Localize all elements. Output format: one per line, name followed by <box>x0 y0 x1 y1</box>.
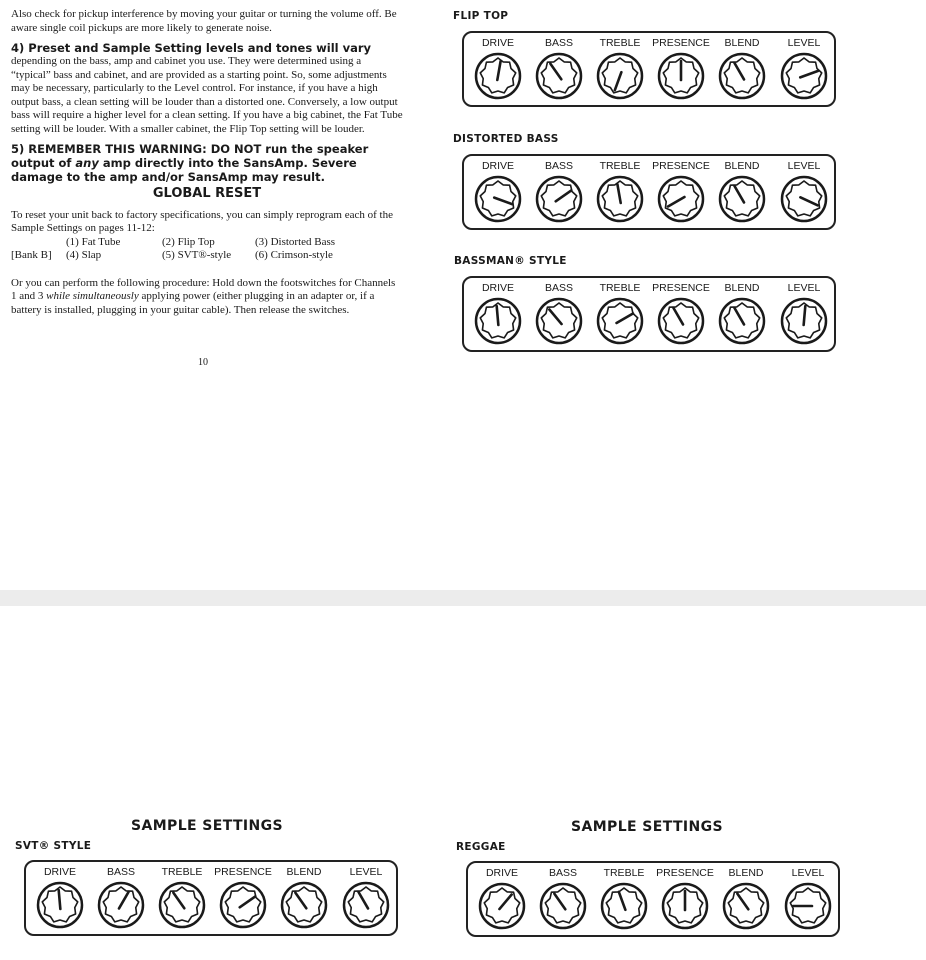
knob-panel-bassman-style <box>462 276 836 352</box>
preset-label-svt-style: SVT® STYLE <box>15 840 92 852</box>
knob-labels <box>464 37 834 51</box>
knob-panel-flip-top <box>462 31 836 107</box>
procedure-emphasis: while simultaneously <box>46 290 139 302</box>
knob-panel-svt-style <box>24 860 398 936</box>
knob-labels <box>26 866 396 880</box>
knob-level <box>782 177 826 221</box>
knob-label-drive: DRIVE <box>43 866 77 878</box>
reset-item: (3) Distorted Bass <box>255 235 336 248</box>
knob-labels <box>464 160 834 174</box>
knob-bass <box>537 54 581 98</box>
knob-label-presence: PRESENCE <box>652 282 710 294</box>
procedure-text-start: Or you can perform the following procedure: Hold down the footswitches for Channels 1 and 3 <box>11 276 396 302</box>
knob-label-level: LEVEL <box>787 160 821 172</box>
knob-label-treble: TREBLE <box>599 282 641 294</box>
knob-pointer <box>59 890 61 909</box>
reset-item: (5) SVT®-style <box>162 249 232 261</box>
knob-row <box>464 296 834 348</box>
sample-settings-title-right: SAMPLE SETTINGS <box>571 819 724 835</box>
knob-pointer <box>497 306 499 325</box>
knob-drive <box>38 883 82 927</box>
knob-bass <box>99 883 143 927</box>
text-column <box>11 8 403 317</box>
knob-treble <box>598 177 642 221</box>
knob-blend <box>724 884 768 928</box>
knob-label-blend: BLEND <box>724 160 760 172</box>
knob-treble <box>598 54 642 98</box>
knob-label-blend: BLEND <box>724 282 760 294</box>
reset-intro: To reset your unit back to factory specifications, you can simply reprogram each of the Sample Settings on pages 11-12: <box>11 208 393 234</box>
manual-page-11-12 <box>0 606 926 960</box>
knob-label-drive: DRIVE <box>481 37 515 49</box>
warning-text-start: 5) REMEMBER THIS WARNING: DO NOT run the speaker output of <box>11 142 369 170</box>
knob-blend <box>720 299 764 343</box>
knob-panel-distorted-bass <box>462 154 836 230</box>
knob-label-blend: BLEND <box>724 37 760 49</box>
preset-label-flip-top: FLIP TOP <box>453 10 509 22</box>
knob-blend <box>282 883 326 927</box>
knob-presence <box>659 177 703 221</box>
knob-bass <box>537 177 581 221</box>
knob-treble <box>602 884 646 928</box>
knob-bass <box>537 299 581 343</box>
reset-item: (4) Slap <box>66 249 102 261</box>
knob-label-bass: BASS <box>544 160 573 172</box>
knob-label-level: LEVEL <box>791 867 825 879</box>
knob-drive <box>476 54 520 98</box>
preset-label-bassman-style: BASSMAN® STYLE <box>454 255 567 267</box>
reset-item: (2) Flip Top <box>162 235 215 248</box>
point-4-body: depending on the bass, amp and cabinet you use. They were determined using a “typical” bass and cabinet, and are provided as a starting point. So, some adjustments may be necessary, particularly to the Level control. For instance, if you have a high output bass, a clean setting will be louder than a distorted one. Conversely, a low output bass will require a higher level for a clean setting. If you have a big cabinet, the Fat Tube setting will be louder. With a smaller cabinet, the Flip Top setting will be louder. <box>11 55 403 135</box>
knob-label-bass: BASS <box>544 282 573 294</box>
procedure-paragraph <box>11 277 403 318</box>
knob-label-level: LEVEL <box>349 866 383 878</box>
knob-blend <box>720 177 764 221</box>
knob-presence <box>663 884 707 928</box>
knob-labels <box>464 282 834 296</box>
reset-item: (6) Crimson-style <box>255 249 333 261</box>
knob-level <box>786 884 830 928</box>
reset-list-row-1 <box>11 236 403 250</box>
bank-label: [Bank B] <box>11 249 52 261</box>
knob-label-treble: TREBLE <box>599 37 641 49</box>
pickup-paragraph: Also check for pickup interference by moving your guitar or turning the volume off. Be aware single coil pickups are more likely to generate noise. <box>11 8 397 34</box>
knob-blend <box>720 54 764 98</box>
knob-label-presence: PRESENCE <box>214 866 272 878</box>
knob-label-presence: PRESENCE <box>656 867 714 879</box>
knob-bass <box>541 884 585 928</box>
knob-row <box>464 51 834 103</box>
page-number: 10 <box>198 357 208 368</box>
knob-row <box>26 880 396 932</box>
knob-presence <box>659 299 703 343</box>
knob-label-bass: BASS <box>548 867 577 879</box>
reset-list-row-2 <box>11 249 403 263</box>
knob-drive <box>476 299 520 343</box>
knob-label-bass: BASS <box>106 866 135 878</box>
knob-drive <box>480 884 524 928</box>
knob-row <box>468 881 838 933</box>
knob-label-drive: DRIVE <box>485 867 519 879</box>
knob-presence <box>221 883 265 927</box>
preset-label-distorted-bass: DISTORTED BASS <box>453 133 559 145</box>
knob-presence <box>659 54 703 98</box>
warning-emphasis: any <box>75 156 99 170</box>
knob-label-presence: PRESENCE <box>652 37 710 49</box>
global-reset-heading: GLOBAL RESET <box>152 186 262 201</box>
knob-row <box>464 174 834 226</box>
knob-level <box>344 883 388 927</box>
knob-level <box>782 54 826 98</box>
procedure-text-end: applying power (either plugging in an adapter or, if a battery is installed, plugging in your guitar cable). Then release the switches. <box>11 290 375 316</box>
knob-label-presence: PRESENCE <box>652 160 710 172</box>
knob-label-blend: BLEND <box>286 866 322 878</box>
knob-treble <box>160 883 204 927</box>
knob-label-bass: BASS <box>544 37 573 49</box>
knob-label-level: LEVEL <box>787 282 821 294</box>
knob-treble <box>598 299 642 343</box>
reset-item: (1) Fat Tube <box>66 235 121 248</box>
knob-level <box>782 299 826 343</box>
knob-drive <box>476 177 520 221</box>
knob-label-blend: BLEND <box>728 867 764 879</box>
knob-label-treble: TREBLE <box>599 160 641 172</box>
knob-label-level: LEVEL <box>787 37 821 49</box>
preset-label-reggae: REGGAE <box>456 841 506 853</box>
warning-text-end: amp directly into the SansAmp. Severe damage to the amp and/or SansAmp may result. <box>11 156 357 184</box>
point-4-heading: 4) Preset and Sample Setting levels and tones will vary <box>11 41 372 55</box>
knob-label-treble: TREBLE <box>161 866 203 878</box>
knob-label-drive: DRIVE <box>481 160 515 172</box>
knob-labels <box>468 867 838 881</box>
warning-paragraph <box>11 142 403 184</box>
sample-settings-title-left: SAMPLE SETTINGS <box>131 818 284 834</box>
knob-pointer <box>804 306 806 325</box>
knob-label-treble: TREBLE <box>603 867 645 879</box>
knob-panel-reggae <box>466 861 840 937</box>
knob-label-drive: DRIVE <box>481 282 515 294</box>
